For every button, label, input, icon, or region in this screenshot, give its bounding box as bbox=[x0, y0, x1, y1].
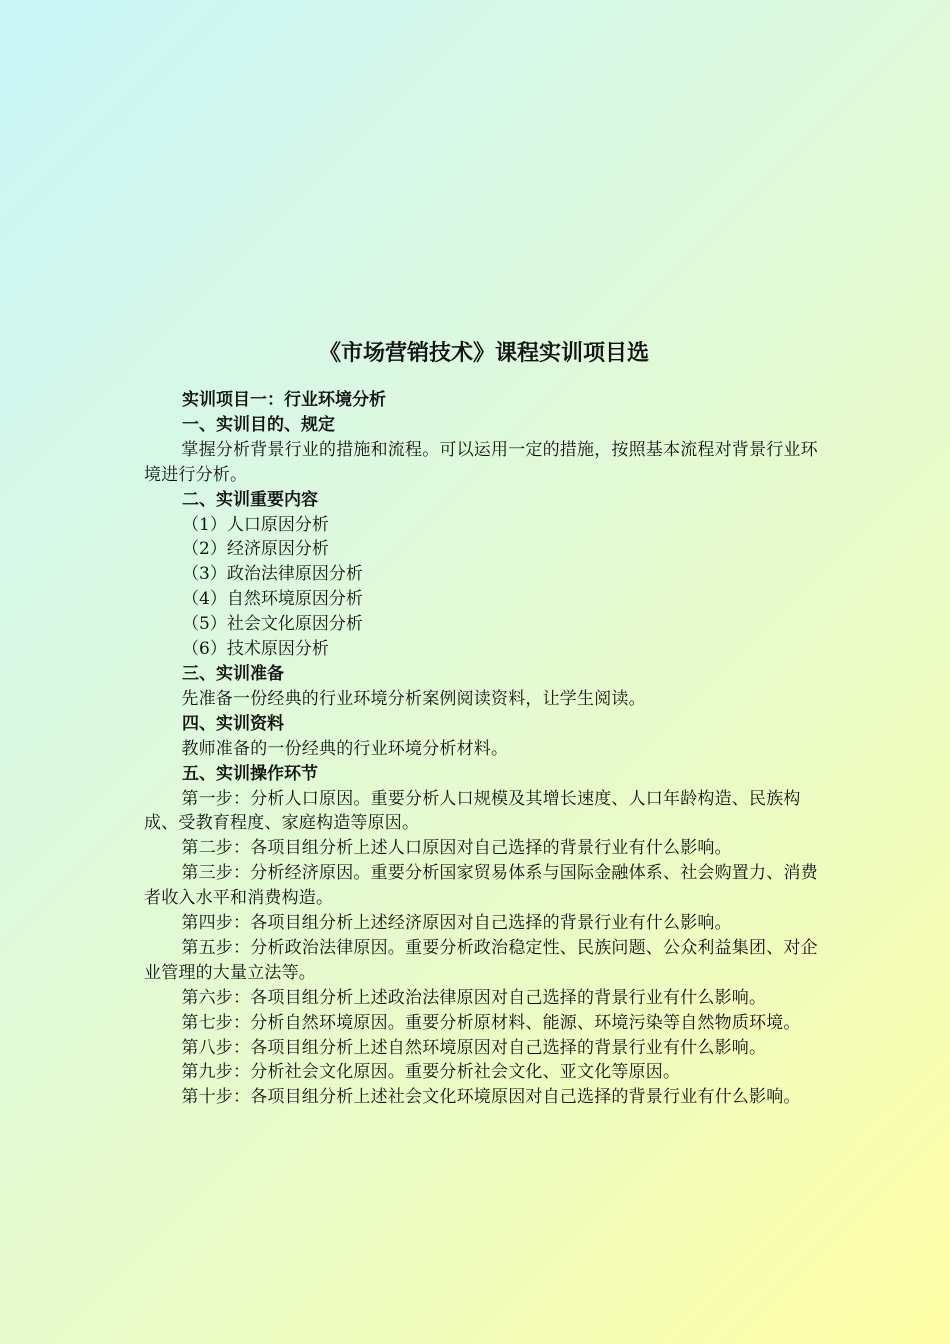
section-heading-materials: 四、实训资料 bbox=[182, 713, 284, 734]
page-title: 《市场营销技术》课程实训项目选 bbox=[318, 341, 649, 366]
section-heading-purpose: 一、实训目的、规定 bbox=[182, 414, 335, 435]
list-item: （6）技术原因分析 bbox=[182, 639, 329, 660]
list-item: （5）社会文化原因分析 bbox=[182, 614, 363, 635]
document-page bbox=[144, 338, 824, 1110]
step-paragraph: 第三步：分析经济原因。重要分析国家贸易体系与国际金融体系、社会购置力、消费者收入水平和消费构造。 bbox=[144, 863, 818, 909]
step-paragraph: 第一步：分析人口原因。重要分析人口规模及其增长速度、人口年龄构造、民族构成、受教育程度、家庭构造等原因。 bbox=[144, 788, 801, 834]
step-paragraph: 第二步：各项目组分析上述人口原因对自己选择的背景行业有什么影响。 bbox=[181, 838, 732, 859]
section-heading-content: 二、实训重要内容 bbox=[182, 489, 318, 510]
paragraph: 教师准备的一份经典的行业环境分析材料。 bbox=[181, 738, 509, 759]
list-item: （2）经济原因分析 bbox=[182, 539, 329, 560]
step-paragraph: 第十步：各项目组分析上述社会文化环境原因对自己选择的背景行业有什么影响。 bbox=[181, 1087, 801, 1108]
section-heading-steps: 五、实训操作环节 bbox=[182, 763, 318, 784]
step-paragraph: 第九步：分析社会文化原因。重要分析社会文化、亚文化等原因。 bbox=[181, 1062, 681, 1083]
step-paragraph: 第六步：各项目组分析上述政治法律原因对自己选择的背景行业有什么影响。 bbox=[181, 987, 767, 1008]
list-item: （4）自然环境原因分析 bbox=[182, 589, 363, 610]
list-item: （1）人口原因分析 bbox=[182, 514, 329, 535]
step-paragraph: 第四步：各项目组分析上述经济原因对自己选择的背景行业有什么影响。 bbox=[181, 913, 732, 934]
list-item: （3）政治法律原因分析 bbox=[182, 564, 363, 585]
paragraph: 掌握分析背景行业的措施和流程。可以运用一定的措施，按照基本流程对背景行业环境进行分析。 bbox=[144, 439, 818, 485]
paragraph: 先准备一份经典的行业环境分析案例阅读资料，让学生阅读。 bbox=[181, 688, 646, 709]
project-heading: 实训项目一：行业环境分析 bbox=[182, 390, 386, 410]
step-paragraph: 第五步：分析政治法律原因。重要分析政治稳定性、民族问题、公众利益集团、对企业管理的大量立法等。 bbox=[144, 937, 818, 983]
step-paragraph: 第七步：分析自然环境原因。重要分析原材料、能源、环境污染等自然物质环境。 bbox=[181, 1012, 801, 1033]
section-heading-preparation: 三、实训准备 bbox=[182, 663, 284, 684]
step-paragraph: 第八步：各项目组分析上述自然环境原因对自己选择的背景行业有什么影响。 bbox=[181, 1037, 767, 1058]
